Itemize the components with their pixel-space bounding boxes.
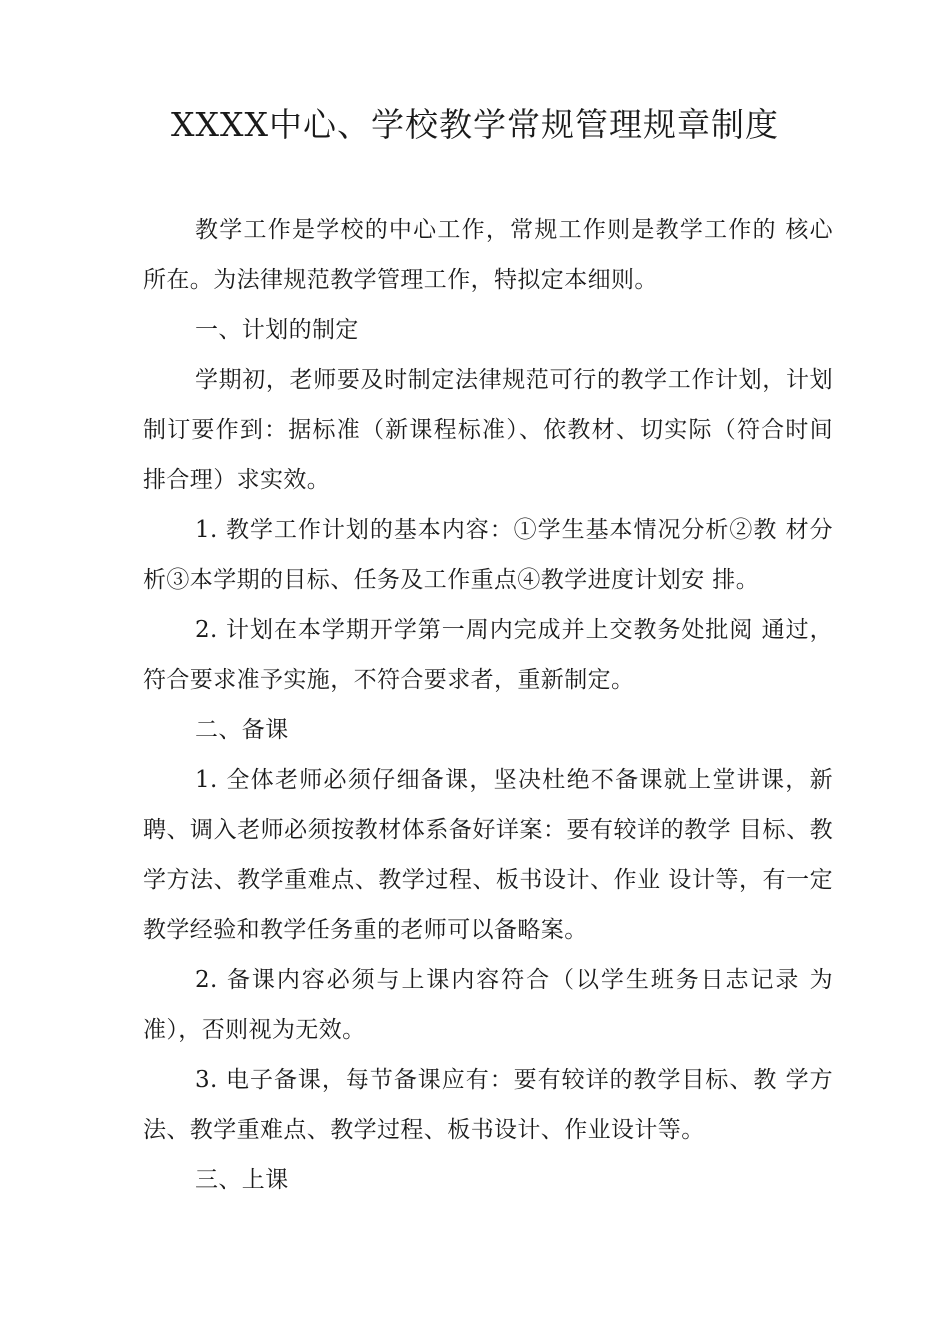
prep-item-3: 3. 电子备课，每节备课应有：要有较详的教学目标、教 学方法、教学重难点、教学过程、板书设计、作业设计等。 bbox=[143, 1067, 833, 1143]
plan-item-1: 1. 教学工作计划的基本内容：①学生基本情况分析②教 材分析③本学期的目标、任务及工作重点④教学进度计划安 排。 bbox=[143, 517, 833, 593]
document-title: XXXX中心、学校教学常规管理规章制度 bbox=[171, 105, 779, 144]
plan-item-2: 2. 计划在本学期开学第一周内完成并上交教务处批阅 通过，符合要求准予实施，不符合要求者，重新制定。 bbox=[143, 617, 833, 693]
prep-item-1: 1. 全体老师必须仔细备课，坚决杜绝不备课就上堂讲课，新聘、调入老师必须按教材体系备好详案：要有较详的教学 目标、教学方法、教学重难点、教学过程、板书设计、作业 设计等，有一定教学经验和教学任务重的老师可以备略案。 bbox=[143, 767, 833, 943]
intro-paragraph: 教学工作是学校的中心工作，常规工作则是教学工作的 核心所在。为法律规范教学管理工作，特拟定本细则。 bbox=[143, 217, 833, 293]
prep-item-2: 2. 备课内容必须与上课内容符合（以学生班务日志记录 为准），否则视为无效。 bbox=[143, 967, 833, 1043]
section-heading-prep: 二、备课 bbox=[195, 717, 289, 743]
plan-paragraph: 学期初，老师要及时制定法律规范可行的教学工作计划，计划制订要作到：据标准（新课程标准）、依教材、切实际（符合时间排合理）求实效。 bbox=[143, 367, 833, 493]
section-heading-plan: 一、计划的制定 bbox=[195, 317, 359, 343]
section-heading-class: 三、上课 bbox=[195, 1167, 289, 1193]
document-body bbox=[143, 205, 833, 1205]
